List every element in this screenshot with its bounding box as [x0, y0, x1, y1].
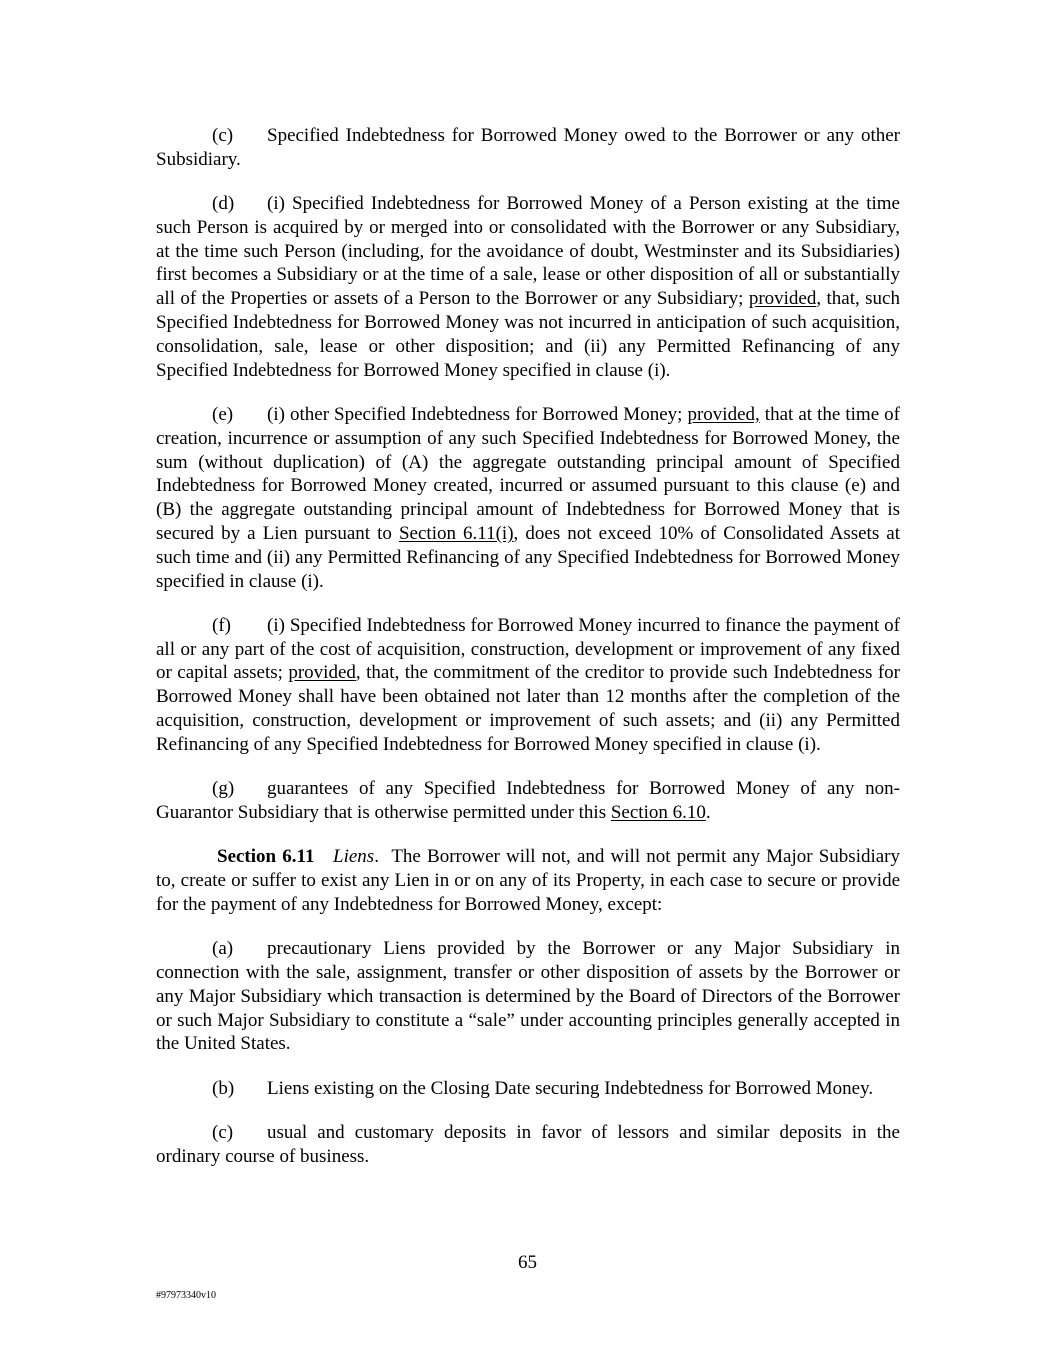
paragraph-a-precautionary-liens [156, 937, 900, 1056]
section-title: Liens [333, 846, 375, 868]
clause-label: (a) [212, 938, 234, 960]
section-title-punct: . [374, 846, 379, 868]
clause-text: precautionary Liens provided by the Borrower or any Major Subsidiary in connection with the sale, assignment, transfer or other disposition of assets by the Borrower or any Major Subsidiary which transaction is determined by the Board of Directors of the Borrower or such Major Subsidiary to constitute a “sale” under accounting principles generally accepted in the United States. [156, 938, 900, 1055]
clause-label: (e) [212, 403, 234, 425]
document-body [156, 124, 900, 1189]
paragraph-c-subsidiary-debt [156, 124, 900, 172]
clause-label: (c) [212, 125, 234, 146]
provided-term: provided [748, 288, 817, 310]
paragraph-d-acquired-person-debt [156, 192, 900, 382]
paragraph-g-guarantees [156, 777, 900, 825]
section-6-11-heading-paragraph [156, 845, 900, 916]
paragraph-f-capital-asset-debt [156, 614, 900, 757]
clause-text: guarantees of any Specified Indebtedness for Borrowed Money of any non-Guarantor Subsidiary that is otherwise permitted under this [156, 778, 900, 823]
clause-text: (i) Specified Indebtedness for Borrowed Money of a Person existing at the time such Person is acquired by or merged into or consolidated with the Borrower or any Subsidiary, at the time such Person (including, for the avoidance of doubt, Westminster and its Subsidiaries) first becomes a Subsidiary or at the time of a sale, lease or other disposition of all or substantially all of the Properties or assets of a Person to the Borrower or any Subsidiary; [156, 193, 900, 310]
page-number: 65 [518, 1252, 537, 1273]
clause-text: Liens existing on the Closing Date securing Indebtedness for Borrowed Money. [267, 1077, 874, 1099]
clause-text: usual and customary deposits in favor of lessors and similar deposits in the ordinary course of business. [156, 1121, 900, 1167]
section-reference-link[interactable]: Section 6.10 [610, 801, 706, 823]
clause-label: (c) [212, 1121, 234, 1143]
clause-label: (d) [212, 193, 235, 215]
paragraph-c-deposits [156, 1121, 900, 1169]
provided-term: provided [288, 662, 356, 684]
clause-text: that at the time of creation, incurrence or assumption of any such Specified Indebtedness for Borrowed Money, the sum (without duplication) of (A) the aggregate outstanding principal amount of Specified Indebtedness for Borrowed Money created, incurred or assumed pursuant to this clause (e) and (B) the aggregate outstanding principal amount of Indebtedness for Borrowed Money that is secured by a Lien pursuant to [156, 403, 900, 544]
clause-text: , that, the commitment of the creditor to provide such Indebtedness for Borrowed Money shall have been obtained not later than 12 months after the completion of the acquisition, construction, development or improvement of such assets; and (ii) any Permitted Refinancing of any Specified Indebtedness for Borrowed Money specified in clause (i). [156, 662, 900, 755]
provided-term: provided, [687, 403, 760, 425]
clause-text: Specified Indebtedness for Borrowed Money owed to the Borrower or any other Subsidiary. [156, 125, 900, 170]
clause-text: , does not exceed 10% of Consolidated Assets at such time and (ii) any Permitted Refinancing of any Specified Indebtedness for Borrowed Money specified in clause (i). [156, 522, 901, 592]
clause-label: (b) [212, 1077, 235, 1099]
clause-text: . [705, 801, 711, 823]
section-number: Section 6.11 [217, 846, 315, 868]
clause-text: , that, such Specified Indebtedness for Borrowed Money was not incurred in anticipation of such acquisition, consolidation, sale, lease or other disposition; and (ii) any Permitted Refinancing of any Specified Indebtedness for Borrowed Money specified in clause (i). [156, 288, 900, 381]
clause-text: (i) other Specified Indebtedness for Borrowed Money; [267, 403, 688, 425]
clause-text: (i) Specified Indebtedness for Borrowed Money incurred to finance the payment of all or any part of the cost of acquisition, construction, development or improvement of any fixed or capital assets; [156, 614, 900, 684]
paragraph-e-other-debt [156, 403, 900, 593]
document-id: #97973340v10 [156, 1290, 216, 1301]
section-reference-link[interactable]: Section 6.11(i) [398, 522, 514, 544]
section-text: The Borrower will not, and will not permit any Major Subsidiary to, create or suffer to exist any Lien in or on any of its Property, in each case to secure or provide for the payment of any Indebtedness for Borrowed Money, except: [156, 846, 901, 915]
paragraph-b-existing-liens [156, 1077, 900, 1101]
clause-label: (g) [212, 778, 235, 800]
clause-label: (f) [212, 614, 231, 636]
